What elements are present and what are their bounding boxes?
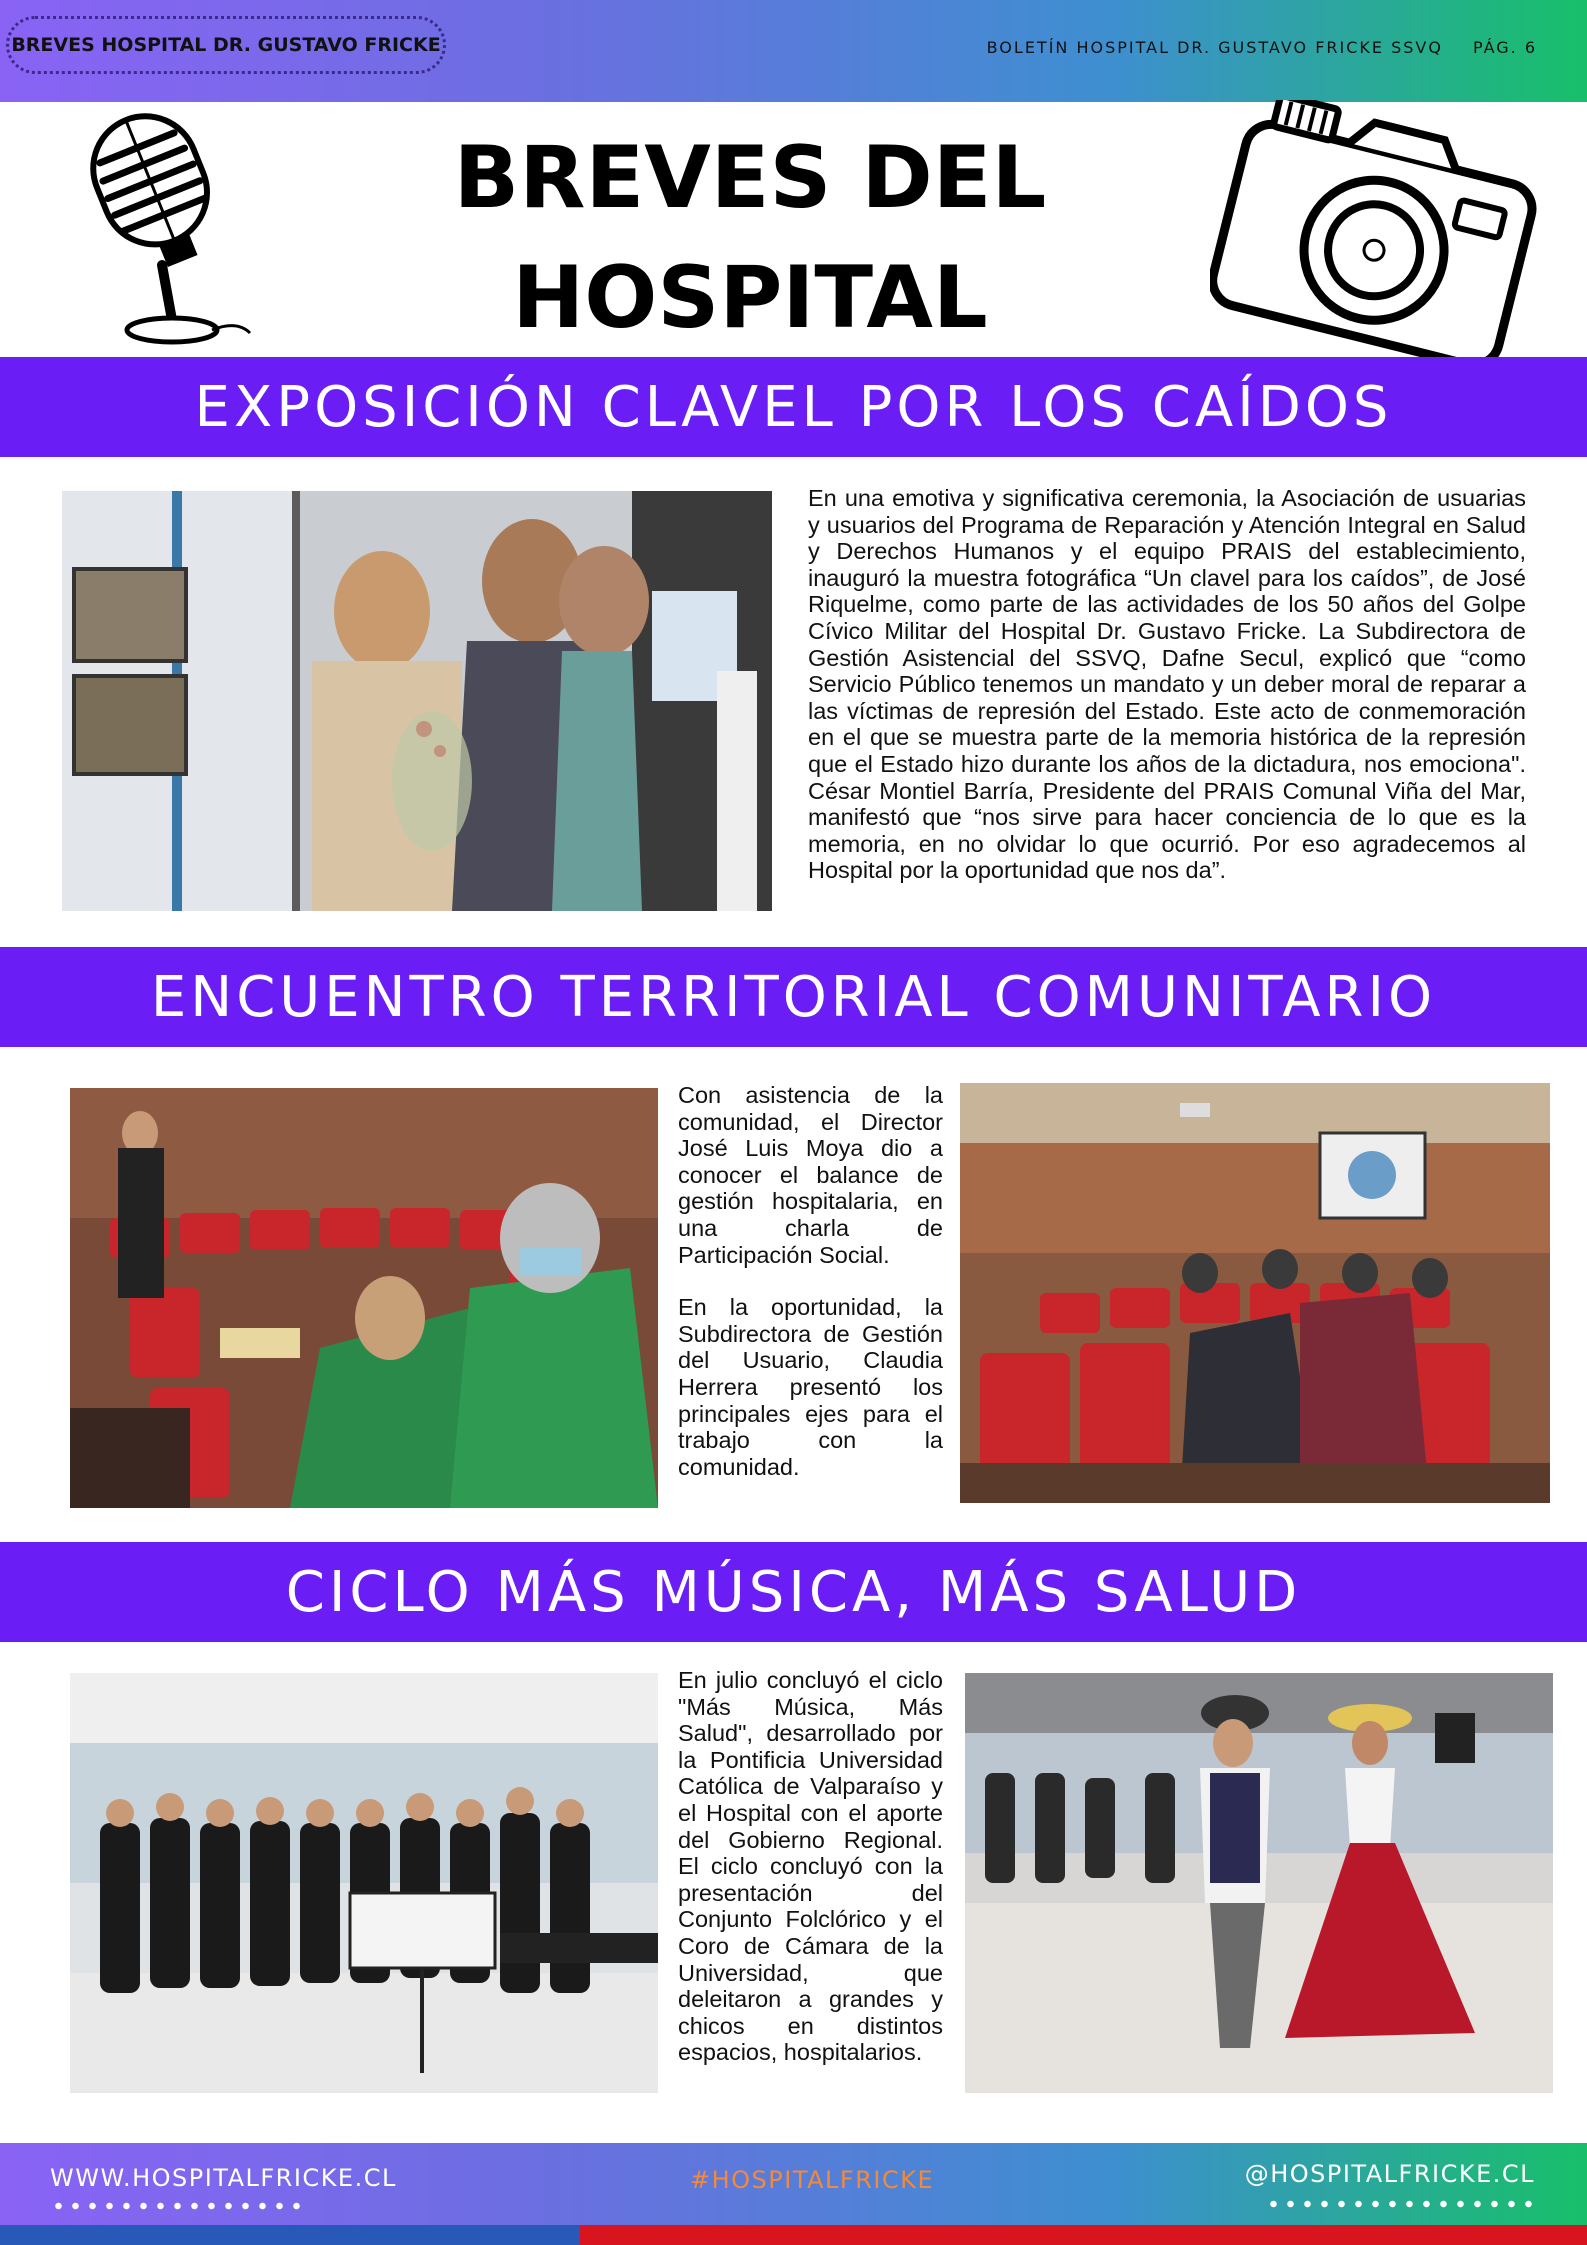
ciclo-photo-dancers <box>965 1673 1553 2093</box>
footer-website: WWW.HOSPITALFRICKE.CL <box>50 2164 397 2192</box>
header-publication-info <box>987 38 1537 57</box>
footer-dots-left <box>50 2201 305 2211</box>
footer-strip-blue <box>0 2225 580 2245</box>
section-heading-encuentro: ENCUENTRO TERRITORIAL COMUNITARIO <box>0 947 1587 1047</box>
footer-hashtag: #HOSPITALFRICKE <box>690 2166 935 2194</box>
ciclo-musica-text <box>678 1667 943 2066</box>
section-heading-ciclo-musica: CICLO MÁS MÚSICA, MÁS SALUD <box>0 1542 1587 1642</box>
encuentro-paragraph-2: En la oportunidad, la Subdirectora de Gestión del Usuario, Claudia Herrera presentó los principales ejes para el trabajo con la comunidad. <box>678 1294 943 1480</box>
section-heading-exposicion: EXPOSICIÓN CLAVEL POR LOS CAÍDOS <box>0 357 1587 457</box>
exposicion-text <box>808 485 1526 884</box>
ciclo-musica-paragraph: En julio concluyó el ciclo "Más Música, Más Salud", desarrollado por la Pontificia Universidad Católica de Valparaíso y el Hospital con el aporte del Gobierno Regional. El ciclo concluyó con la presentación del Conjunto Folclórico y el Coro de Cámara de la Universidad, que deleitaron a grandes y chicos en distintos espacios, hospitalarios. <box>678 1667 943 2066</box>
encuentro-photo-audience <box>70 1088 658 1508</box>
footer-social-handle: @HOSPITALFRICKE.CL <box>1244 2160 1535 2188</box>
encuentro-paragraph-1: Con asistencia de la comunidad, el Director José Luis Moya dio a conocer el balance de gestión hospitalaria, en una charla de Participación Social. <box>678 1082 943 1268</box>
header-badge: BREVES HOSPITAL DR. GUSTAVO FRICKE <box>6 16 446 74</box>
microphone-icon <box>52 105 252 350</box>
camera-icon <box>1210 100 1540 368</box>
title-line-2: HOSPITAL <box>512 248 988 348</box>
ciclo-photo-choir <box>70 1673 658 2093</box>
encuentro-photo-auditorium <box>960 1083 1550 1503</box>
footer-dots-right <box>1265 2199 1537 2209</box>
exposicion-paragraph: En una emotiva y significativa ceremonia, la Asociación de usuarias y usuarios del Programa de Reparación y Atención Integral en Salud y Derechos Humanos y el equipo PRAIS del establecimiento, inauguró la muestra fotográfica “Un clavel para los caídos”, de José Riquelme, como parte de las actividades de los 50 años del Golpe Cívico Militar del Hospital Dr. Gustavo Fricke. La Subdirectora de Gestión Asistencial del SSVQ, Dafne Secul, explicó que “como Servicio Público tenemos un mandato y un deber moral de reparar a las víctimas de represión del Estado. Este acto de conmemoración en el que se muestra parte de la memoria histórica de la represión que el Estado hizo durante los años de la dictadura, nos emociona". César Montiel Barría, Presidente del PRAIS Comunal Viña del Mar, manifestó que “nos sirve para hacer conciencia de lo que es la memoria, en no olvidar lo que ocurrió. Por eso agradecemos al Hospital por la oportunidad que nos da”. <box>808 485 1526 884</box>
footer-strip-red <box>580 2225 1587 2245</box>
title-line-1: BREVES DEL <box>453 128 1047 228</box>
page-number: PÁG. 6 <box>1472 38 1537 57</box>
exposicion-photo <box>62 491 772 911</box>
encuentro-text <box>678 1082 943 1480</box>
publication-name: BOLETÍN HOSPITAL DR. GUSTAVO FRICKE SSVQ <box>986 38 1443 57</box>
page-title <box>400 118 1100 358</box>
